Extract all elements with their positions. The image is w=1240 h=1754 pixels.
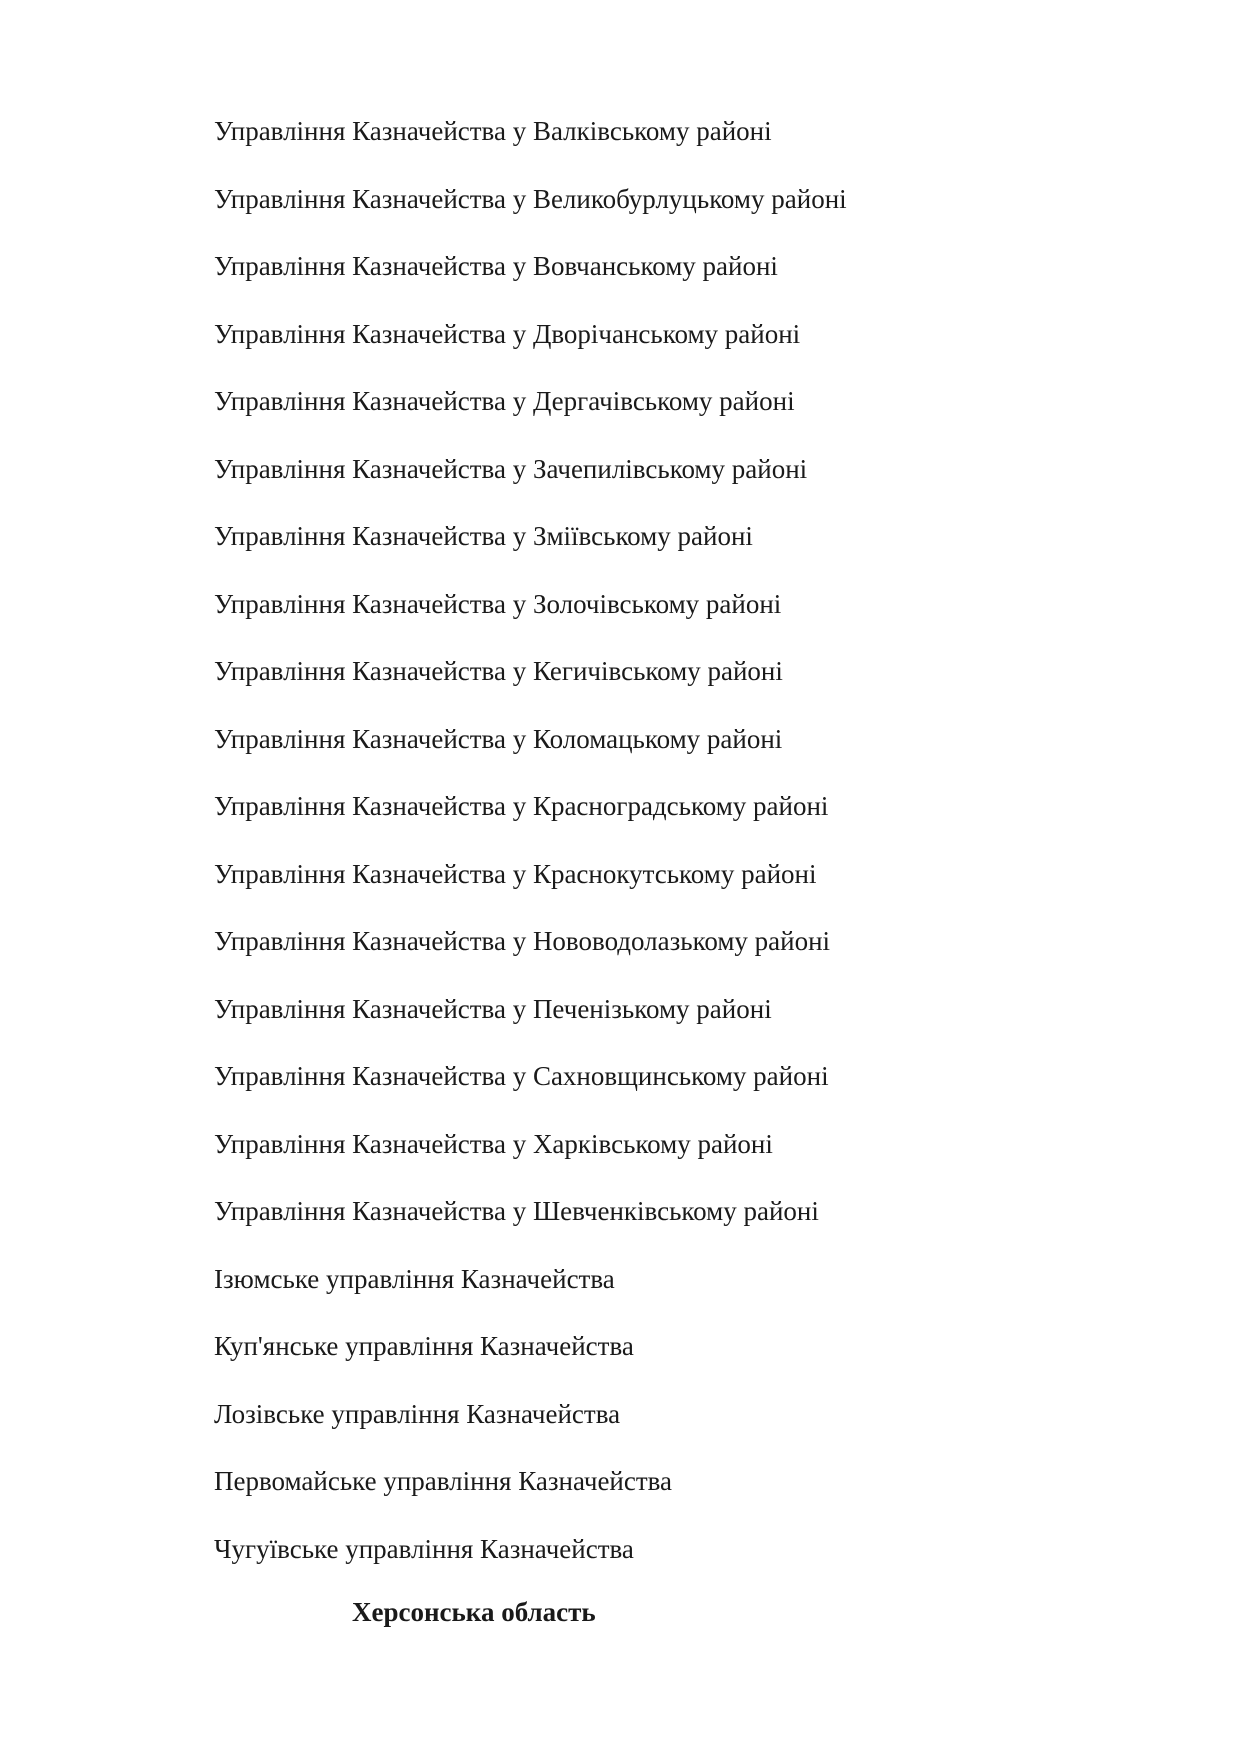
list-item: Управління Казначейства у Красноградському районі bbox=[214, 791, 829, 821]
list-item: Управління Казначейства у Дергачівському районі bbox=[214, 386, 795, 416]
list-item: Управління Казначейства у Краснокутському районі bbox=[214, 858, 817, 889]
list-item: Чугуївське управління Казначейства bbox=[214, 1533, 634, 1564]
list-item: Управління Казначейства у Дворічанському районі bbox=[214, 318, 801, 349]
list-item: Ізюмське управління Казначейства bbox=[214, 1263, 615, 1294]
treasury-office-list bbox=[214, 116, 1174, 1601]
list-item: Управління Казначейства у Великобурлуцькому районі bbox=[214, 183, 847, 214]
list-item: Управління Казначейства у Валківському районі bbox=[214, 116, 772, 146]
section-heading: Херсонська область bbox=[352, 1597, 596, 1627]
list-item: Управління Казначейства у Сахновщинському районі bbox=[214, 1061, 829, 1091]
list-item: Управління Казначейства у Золочівському районі bbox=[214, 588, 782, 619]
list-item: Управління Казначейства у Нововодолазькому районі bbox=[214, 926, 831, 956]
list-item: Первомайське управління Казначейства bbox=[214, 1466, 673, 1496]
list-item: Управління Казначейства у Шевченківському районі bbox=[214, 1196, 819, 1226]
list-item: Управління Казначейства у Коломацькому районі bbox=[214, 723, 783, 754]
list-item: Управління Казначейства у Вовчанському районі bbox=[214, 251, 778, 281]
list-item: Управління Казначейства у Зміївському районі bbox=[214, 521, 753, 551]
list-item: Управління Казначейства у Кегичівському районі bbox=[214, 656, 783, 686]
list-item: Управління Казначейства у Зачепилівському районі bbox=[214, 453, 808, 484]
list-item: Управління Казначейства у Печенізькому районі bbox=[214, 993, 772, 1024]
list-item: Управління Казначейства у Харківському районі bbox=[214, 1128, 773, 1159]
list-item: Лозівське управління Казначейства bbox=[214, 1398, 621, 1429]
list-item: Куп'янське управління Казначейства bbox=[214, 1331, 634, 1361]
